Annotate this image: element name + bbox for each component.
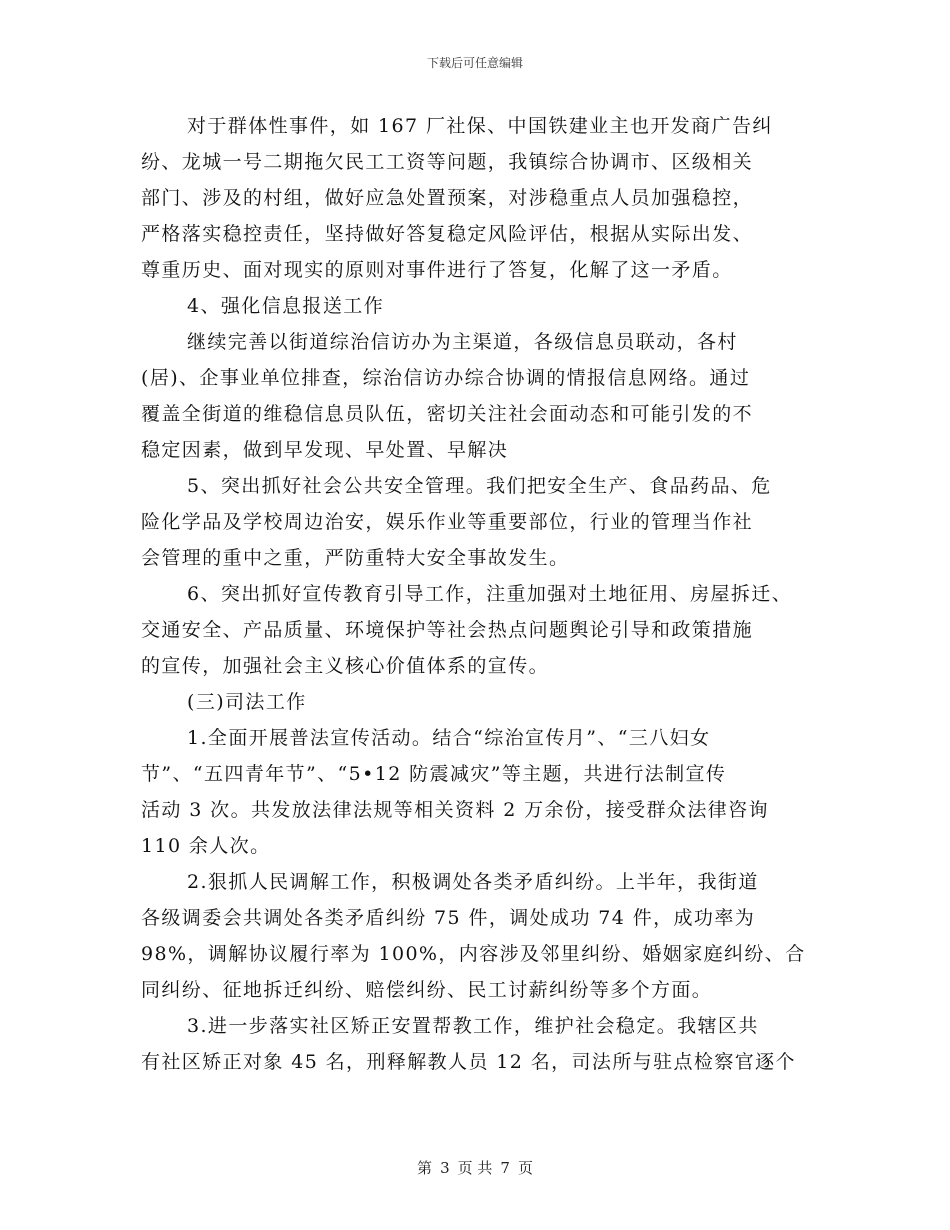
total-pages-number: 7 bbox=[500, 1159, 510, 1177]
text-line: 110 余人次。 bbox=[141, 835, 271, 857]
text-line: 5、突出抓好社会公共安全管理。我们把安全生产、食品药品、危 bbox=[187, 475, 772, 497]
text-line: 各级调委会共调处各类矛盾纠纷 75 件，调处成功 74 件，成功率为 bbox=[141, 907, 756, 929]
text-line: 纷、龙城一号二期拖欠民工工资等问题，我镇综合协调市、区级相关 bbox=[141, 151, 754, 173]
text-line: 覆盖全街道的维稳信息员队伍，密切关注社会面动态和可能引发的不 bbox=[141, 403, 754, 425]
text-line: 有社区矫正对象 45 名，刑释解教人员 12 名，司法所与驻点检察官逐个 bbox=[141, 1051, 796, 1073]
text-line: 的宣传，加强社会主义核心价值体系的宣传。 bbox=[141, 655, 550, 677]
page-header: 下载后可任意编辑 bbox=[426, 56, 523, 70]
text-line: 严格落实稳控责任，坚持做好答复稳定风险评估，根据从实际出发、 bbox=[141, 223, 754, 245]
text-line: 同纠纷、征地拆迁纠纷、赔偿纠纷、民工讨薪纠纷等多个方面。 bbox=[141, 979, 713, 1001]
text-line: 交通安全、产品质量、环境保护等社会热点问题舆论引导和政策措施 bbox=[141, 619, 754, 641]
text-line: (居)、企事业单位排查，综治信访办综合协调的情报信息网络。通过 bbox=[141, 367, 751, 389]
text-line: 稳定因素，做到早发现、早处置、早解决 bbox=[141, 439, 509, 461]
text-line: 4、强化信息报送工作 bbox=[187, 295, 385, 317]
text-line: 3.进一步落实社区矫正安置帮教工作，维护社会稳定。我辖区共 bbox=[187, 1015, 759, 1037]
text-line: 2.狠抓人民调解工作，积极调处各类矛盾纠纷。上半年，我街道 bbox=[187, 871, 759, 893]
text-line: 6、突出抓好宣传教育引导工作，注重加强对土地征用、房屋拆迁、 bbox=[187, 583, 793, 605]
document-body bbox=[141, 108, 813, 1080]
text-line: (三)司法工作 bbox=[187, 691, 307, 713]
text-line: 继续完善以街道综治信访办为主渠道，各级信息员联动，各村 bbox=[187, 331, 738, 353]
text-line: 部门、涉及的村组，做好应急处置预案，对涉稳重点人员加强稳控， bbox=[141, 187, 754, 209]
current-page-number: 3 bbox=[440, 1159, 450, 1177]
text-line: 会管理的重中之重，严防重特大安全事故发生。 bbox=[141, 547, 570, 569]
text-line: 险化学品及学校周边治安，娱乐作业等重要部位，行业的管理当作社 bbox=[141, 511, 754, 533]
footer-suffix: 页 bbox=[517, 1159, 533, 1177]
footer-prefix: 第 bbox=[417, 1159, 433, 1177]
text-line: 1.全面开展普法宣传活动。结合“综治宣传月”、“三八妇女 bbox=[187, 727, 711, 749]
text-line: 活动 3 次。共发放法律法规等相关资料 2 万余份，接受群众法律咨询 bbox=[141, 799, 769, 821]
footer-middle: 页 共 bbox=[457, 1159, 493, 1177]
text-line: 98%，调解协议履行率为 100%，内容涉及邻里纠纷、婚姻家庭纠纷、合 bbox=[141, 943, 806, 965]
text-line: 节”、“五四青年节”、“5•12 防震减灾”等主题，共进行法制宣传 bbox=[141, 763, 727, 785]
text-line: 尊重历史、面对现实的原则对事件进行了答复，化解了这一矛盾。 bbox=[141, 259, 733, 281]
text-line: 对于群体性事件，如 167 厂社保、中国铁建业主也开发商广告纠 bbox=[187, 115, 773, 137]
page-footer bbox=[0, 1157, 950, 1178]
